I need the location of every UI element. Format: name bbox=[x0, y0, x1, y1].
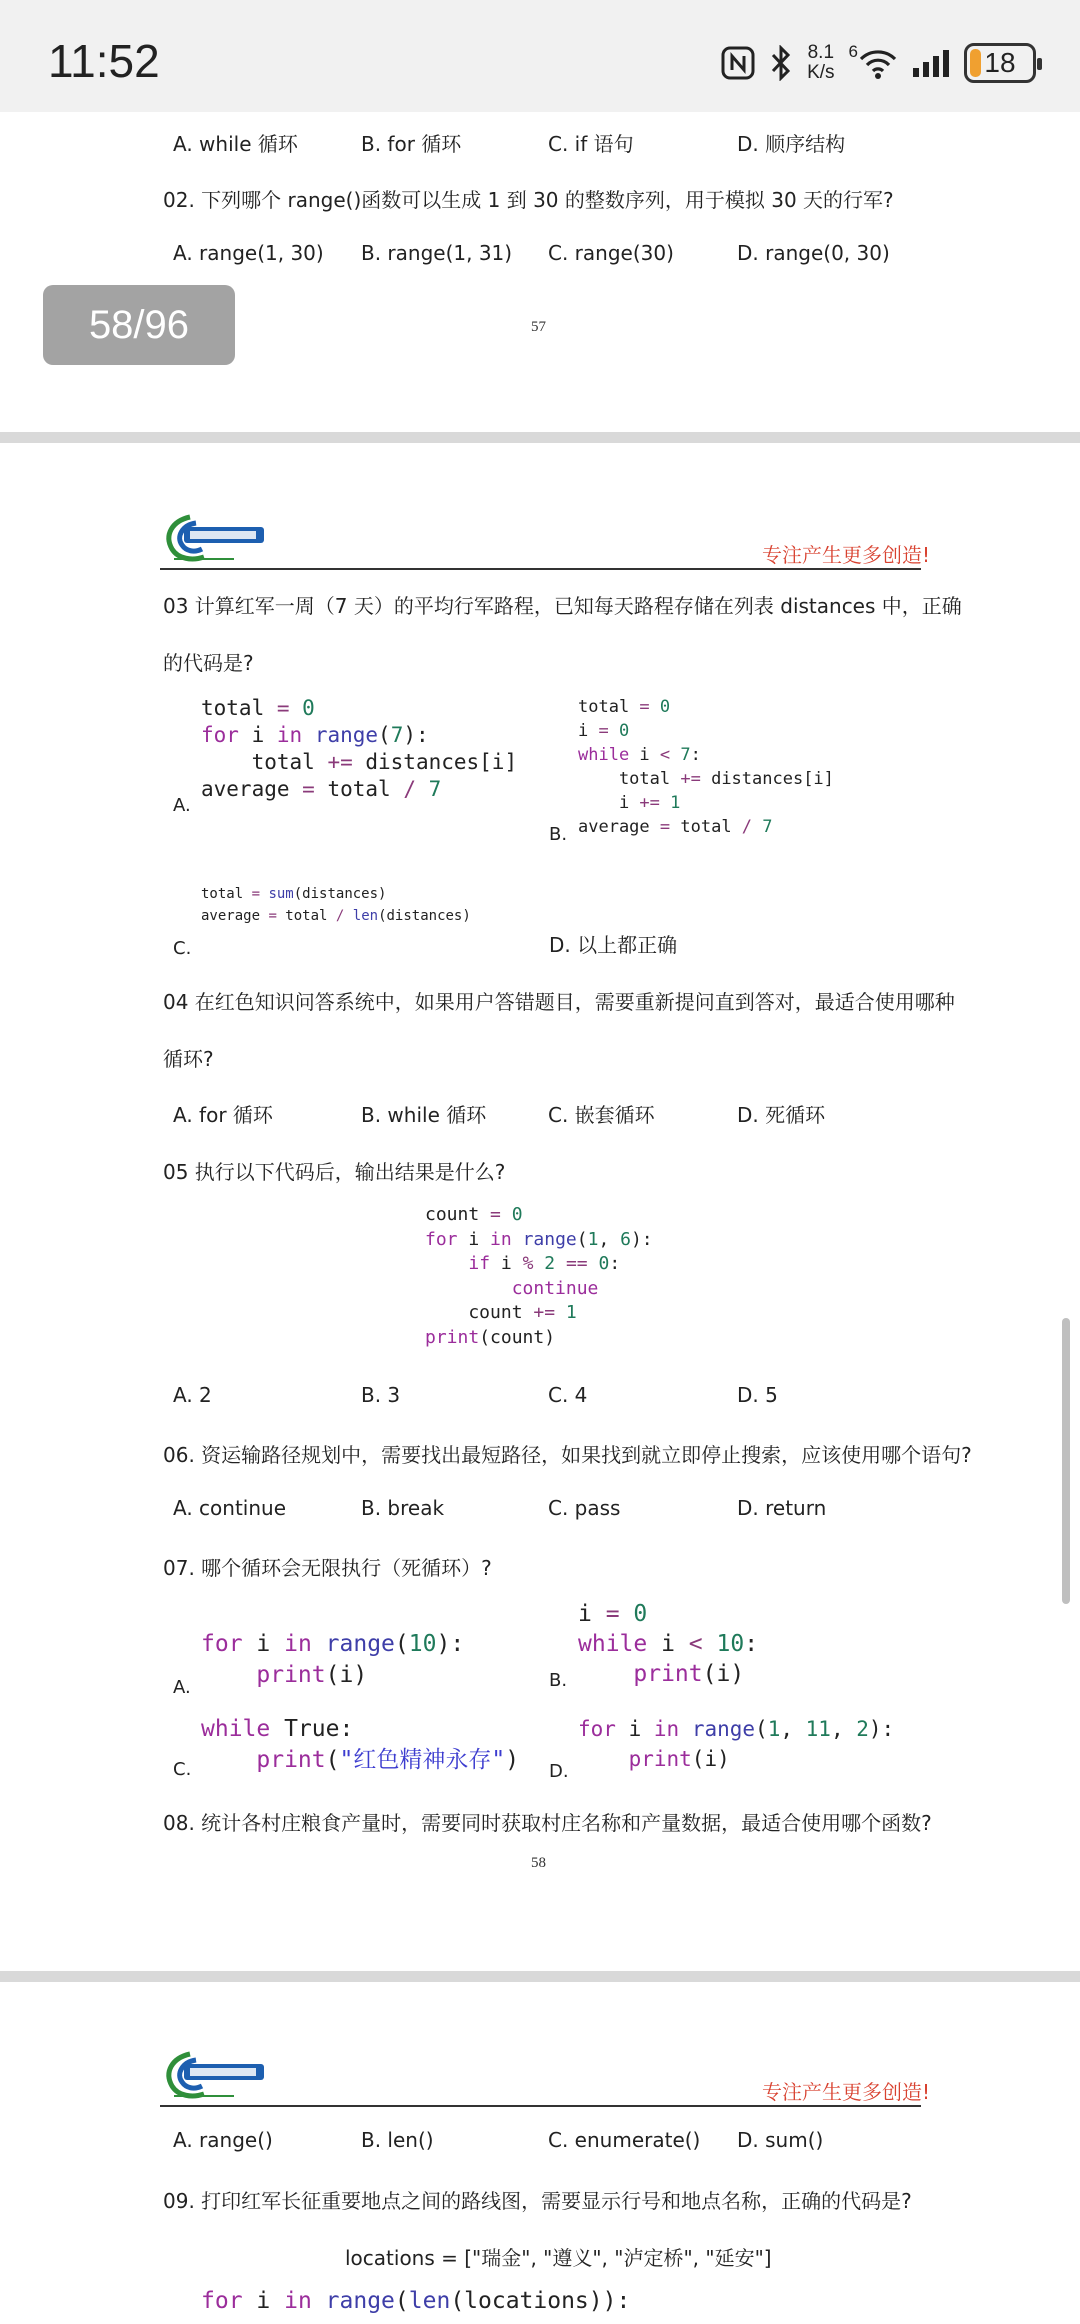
q03-text-line2: 的代码是? bbox=[163, 651, 254, 675]
q01-option-b: B. for 循环 bbox=[361, 132, 462, 156]
q08-text: 08. 统计各村庄粮食产量时，需要同时获取村庄名称和产量数据，最适合使用哪个函数? bbox=[163, 1811, 932, 1835]
battery-percent: 18 bbox=[984, 47, 1016, 78]
q04-option-a: A. for 循环 bbox=[173, 1103, 273, 1127]
q08-option-a: A. range() bbox=[173, 2128, 273, 2152]
wifi-indicator bbox=[848, 42, 898, 80]
q02-option-c: C. range(30) bbox=[548, 241, 674, 265]
nfc-icon bbox=[721, 46, 755, 80]
q07-code-c: while True: print("红色精神永存") bbox=[201, 1716, 520, 1773]
q02-option-a: A. range(1, 30) bbox=[173, 241, 324, 265]
q01-option-a: A. while 循环 bbox=[173, 132, 298, 156]
header-rule bbox=[160, 568, 921, 570]
q05-option-d: D. 5 bbox=[737, 1383, 778, 1407]
page-number: 57 bbox=[531, 319, 546, 335]
publisher-logo bbox=[160, 2050, 270, 2100]
q05-option-b: B. 3 bbox=[361, 1383, 401, 1407]
slogan: 专注产生更多创造! bbox=[762, 2080, 931, 2104]
status-icons bbox=[721, 38, 1036, 88]
bluetooth-icon bbox=[769, 45, 793, 81]
status-bar bbox=[0, 0, 1080, 112]
page-indicator-badge: 58/96 bbox=[43, 285, 235, 365]
q03-code-b: total = 0 i = 0 while i < 7: total += distances[i] i += 1 average = total / 7 bbox=[578, 697, 834, 837]
q05-code: count = 0 for i in range(1, 6): if i % 2 == 0: continue count += 1 print(count) bbox=[425, 1204, 653, 1348]
q05-option-a: A. 2 bbox=[173, 1383, 212, 1407]
q04-option-b: B. while 循环 bbox=[361, 1103, 487, 1127]
q04-text-line1: 04 在红色知识问答系统中，如果用户答错题目，需要重新提问直到答对，最适合使用哪种 bbox=[163, 990, 955, 1014]
q07-label-b: B. bbox=[549, 1670, 568, 1691]
q06-option-c: C. pass bbox=[548, 1496, 621, 1520]
network-speed bbox=[807, 43, 834, 83]
q06-option-a: A. continue bbox=[173, 1496, 287, 1520]
q07-code-b: i = 0 while i < 10: print(i) bbox=[578, 1601, 759, 1687]
q08-option-d: D. sum() bbox=[737, 2128, 824, 2152]
page-separator bbox=[0, 1971, 1080, 1982]
cell-signal-icon bbox=[912, 48, 950, 78]
wifi-icon bbox=[858, 46, 898, 80]
q04-text-line2: 循环? bbox=[163, 1047, 214, 1071]
q07-code-a: for i in range(10): print(i) bbox=[201, 1631, 465, 1688]
q04-option-c: C. 嵌套循环 bbox=[548, 1103, 655, 1127]
q03-code-c: total = sum(distances) average = total / len(distances) bbox=[201, 886, 471, 924]
q06-option-d: D. return bbox=[737, 1496, 827, 1520]
battery-level bbox=[970, 49, 981, 77]
q07-text: 07. 哪个循环会无限执行（死循环）? bbox=[163, 1556, 492, 1580]
q03-option-d: D. 以上都正确 bbox=[549, 933, 678, 957]
scrollbar-thumb[interactable] bbox=[1062, 1318, 1070, 1604]
page-59 bbox=[0, 1982, 1080, 2324]
slogan: 专注产生更多创造! bbox=[762, 543, 931, 567]
q06-text: 06. 资运输路径规划中，需要找出最短路径，如果找到就立即停止搜索，应该使用哪个语句? bbox=[163, 1443, 972, 1467]
q09-text: 09. 打印红军长征重要地点之间的路线图，需要显示行号和地点名称，正确的代码是? bbox=[163, 2189, 912, 2213]
page-58 bbox=[0, 443, 1080, 1971]
battery-icon bbox=[964, 43, 1036, 83]
q03-text-line1: 03 计算红军一周（7 天）的平均行军路程，已知每天路程存储在列表 distances 中，正确 bbox=[163, 594, 962, 618]
q02-text: 02. 下列哪个 range()函数可以生成 1 到 30 的整数序列，用于模拟 30 天的行军? bbox=[163, 188, 894, 212]
publisher-logo bbox=[160, 513, 270, 563]
q03-label-b: B. bbox=[549, 824, 568, 845]
signal-gen-label: 6 bbox=[848, 42, 858, 61]
q02-option-d: D. range(0, 30) bbox=[737, 241, 890, 265]
q07-label-a: A. bbox=[173, 1677, 191, 1698]
page-separator bbox=[0, 432, 1080, 443]
q08-option-c: C. enumerate() bbox=[548, 2128, 701, 2152]
q01-option-c: C. if 语句 bbox=[548, 132, 634, 156]
q03-code-a: total = 0 for i in range(7): total += distances[i] average = total / 7 bbox=[201, 696, 518, 801]
q03-label-a: A. bbox=[173, 795, 191, 816]
status-time: 11:52 bbox=[48, 35, 160, 87]
q01-option-d: D. 顺序结构 bbox=[737, 132, 846, 156]
header-rule bbox=[160, 2105, 921, 2107]
q03-label-c: C. bbox=[173, 938, 192, 959]
q07-code-c-string: "红色精神永存" bbox=[339, 1747, 506, 1773]
q09-code: for i in range(len(locations)): bbox=[201, 2288, 631, 2314]
q06-option-b: B. break bbox=[361, 1496, 445, 1520]
q08-option-b: B. len() bbox=[361, 2128, 434, 2152]
q04-option-d: D. 死循环 bbox=[737, 1103, 826, 1127]
network-rate: 8.1 bbox=[807, 42, 835, 63]
q07-label-d: D. bbox=[549, 1761, 569, 1782]
page-57 bbox=[0, 112, 1080, 432]
q05-text: 05 执行以下代码后，输出结果是什么? bbox=[163, 1160, 506, 1184]
page-number: 58 bbox=[531, 1855, 546, 1871]
q09-locations: locations = ["瑞金", "遵义", "泸定桥", "延安"] bbox=[345, 2246, 772, 2270]
q02-option-b: B. range(1, 31) bbox=[361, 241, 513, 265]
q07-label-c: C. bbox=[173, 1759, 192, 1780]
q07-code-d: for i in range(1, 11, 2): print(i) bbox=[578, 1717, 895, 1771]
network-unit: K/s bbox=[807, 62, 835, 83]
q05-option-c: C. 4 bbox=[548, 1383, 588, 1407]
